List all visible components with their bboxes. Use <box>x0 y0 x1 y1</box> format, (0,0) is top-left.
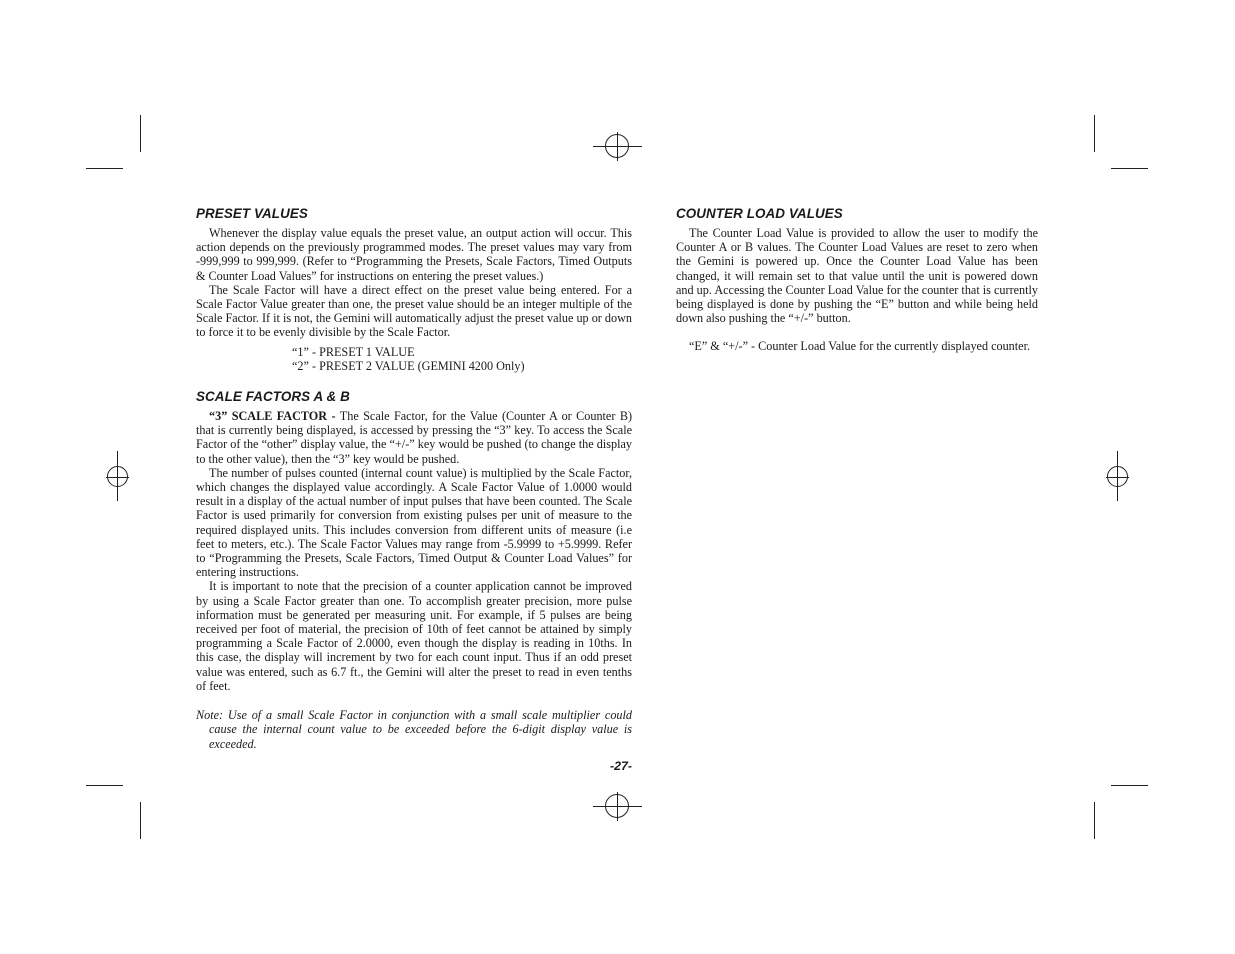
list-item: “1” - PRESET 1 VALUE <box>292 344 415 359</box>
scale-factors-heading: SCALE FACTORS A & B <box>196 389 350 405</box>
scale-factors-paragraph-2: The number of pulses counted (internal count value) is multiplied by the Scale Factor, which changes the displayed value accordingly. A Scale Factor Value of 1.0000 would result in a display of the actual number of input pulses that have been counted. The Scale Factor is used primarily for conversion from existing pulses per unit of measure to the required displayed units. This includes conversion from different units of measure (i.e feet to meters, etc.). The Scale Factor Values may range from -5.9999 to +5.9999. Refer to “Programming the Presets, Scale Factors, Timed Output & Counter Load Values” for entering instructions. <box>196 465 632 580</box>
crop-mark-bottom-right-v <box>1094 802 1095 839</box>
scale-factors-paragraph-3: It is important to note that the precision of a counter application cannot be improved by using a Scale Factor greater than one. To accomplish greater precision, more pulse information must be generated per measuring unit. For example, if 5 pulses are being received per foot of material, the precision of 10th of feet cannot be attained by simply programming a Scale Factor of 2.0000, even though the display is reading in 10ths. In this case, the display will increment by two for each count input. Thus if an odd preset value was entered, such as 6.7 ft., the Gemini will alter the preset to read in even tenths of feet. <box>196 579 632 693</box>
counter-load-values-heading: COUNTER LOAD VALUES <box>676 206 843 221</box>
list-item: “2” - PRESET 2 VALUE (GEMINI 4200 Only) <box>292 358 525 373</box>
preset-values-paragraph-2: The Scale Factor will have a direct effect on the preset value being entered. For a Scale Factor Value greater than one, the preset value should be an integer multiple of the Scale Factor. If it is not, the Gemini will automatically adjust the preset value up or down to force it to be evenly divisible by the Scale Factor. <box>196 282 632 340</box>
page-number: -27- <box>609 759 632 773</box>
right-column <box>676 206 1038 354</box>
scale-factors-paragraph-1 <box>196 409 632 466</box>
crop-mark-bottom-right-h <box>1111 785 1148 786</box>
left-column <box>196 206 632 751</box>
scale-factor-key-label: “3” SCALE FACTOR - <box>209 409 336 424</box>
counter-load-key-reference: “E” & “+/-” - Counter Load Value for the currently displayed counter. <box>689 339 1031 354</box>
crop-mark-top-left-h <box>86 168 123 169</box>
counter-load-values-paragraph: The Counter Load Value is provided to allow the user to modify the Counter A or B values. The Counter Load Values are reset to zero when the Gemini is powered up. Once the Counter Load Value has been changed, it will remain set to that value until the unit is powered down and up. Accessing the Counter Load Value for the counter that is currently being displayed is done by pushing the “E” button and while being held down also pushing the “+/-” button. <box>676 226 1038 326</box>
crop-mark-top-right-v <box>1094 115 1095 152</box>
crop-mark-bottom-left-v <box>140 802 141 839</box>
crop-mark-top-left-v <box>140 115 141 152</box>
preset-key-list <box>292 345 632 373</box>
scale-factor-note: Note: Use of a small Scale Factor in conjunction with a small scale multiplier could cause the internal count value to be exceeded before the 6-digit display value is exceeded. <box>196 708 632 751</box>
scale-factors-paragraph-1-text: The Scale Factor, for the Value (Counter A or Counter B) that is currently being displayed, is accessed by pressing the “3” key. To access the Scale Factor of the “other” display value, the “+/-” key would be pushed (to change the display to the other value), then the “3” key would be pushed. <box>196 409 633 466</box>
crop-mark-top-right-h <box>1111 168 1148 169</box>
crop-mark-bottom-left-h <box>86 785 123 786</box>
preset-values-heading: PRESET VALUES <box>196 206 308 221</box>
preset-values-paragraph-1: Whenever the display value equals the preset value, an output action will occur. This action depends on the previously programmed modes. The preset values may vary from -999,999 to 999,999. (Refer to “Programming the Presets, Scale Factors, Timed Outputs & Counter Load Values” for instructions on entering the preset values.) <box>196 226 632 283</box>
